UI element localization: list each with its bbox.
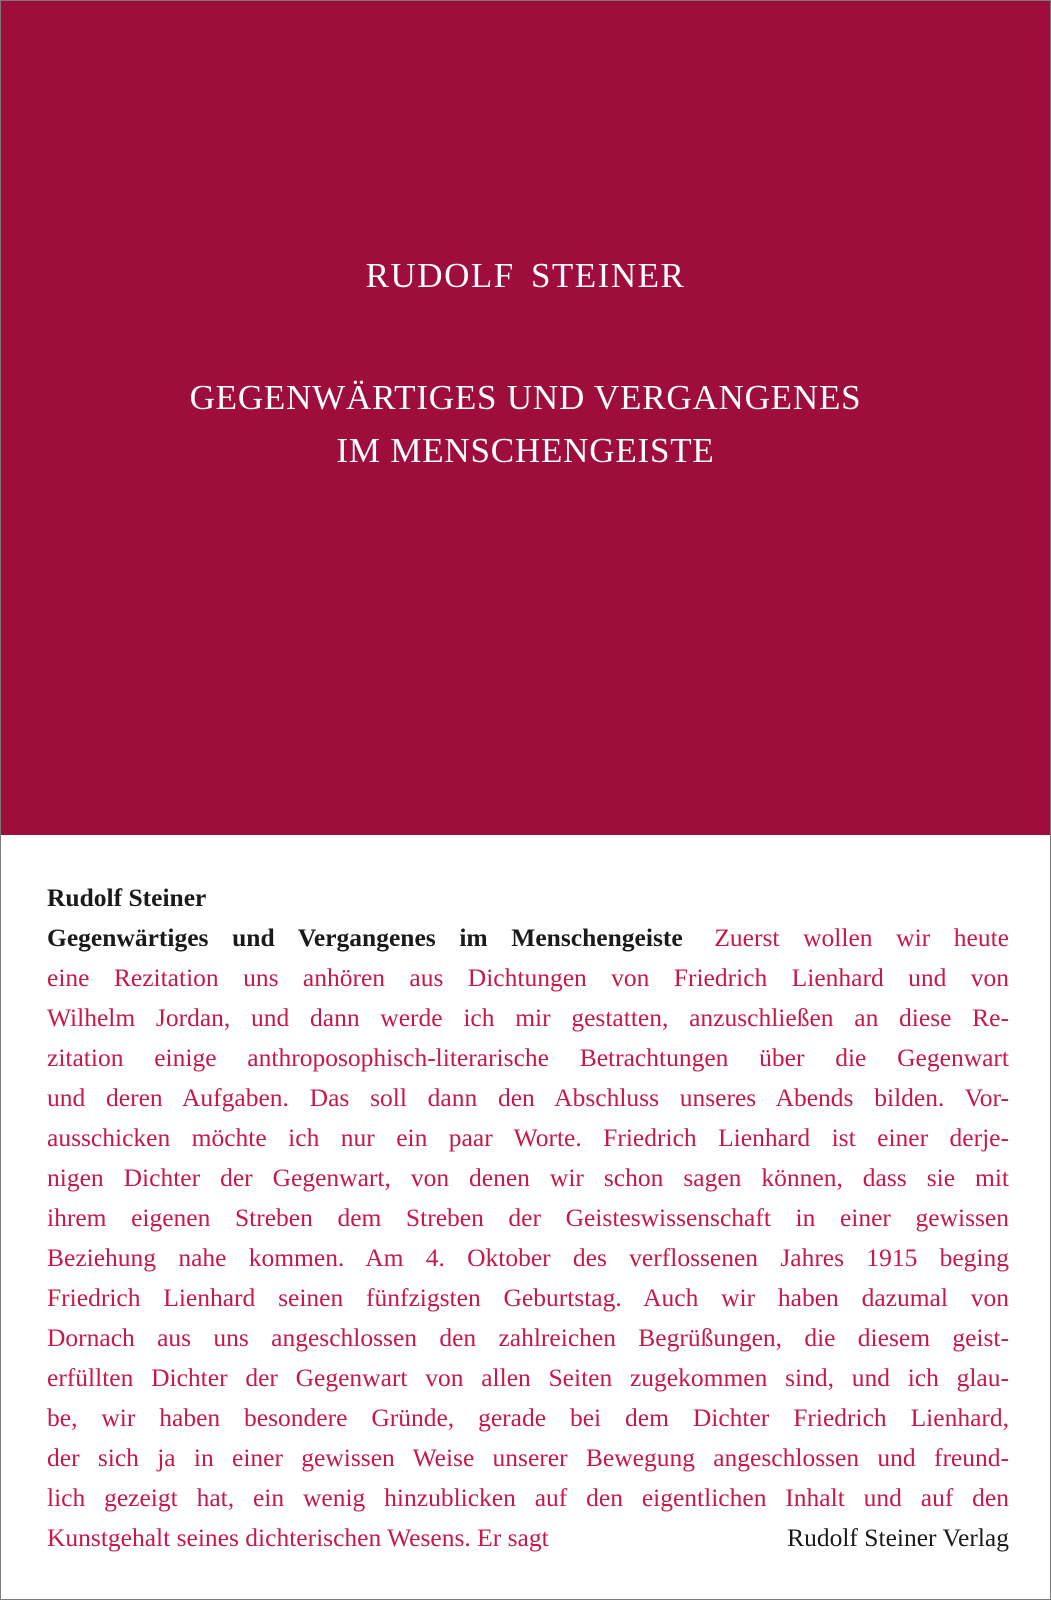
cover-author: RUDOLF STEINER: [365, 256, 686, 295]
cover-title-line: GEGENWÄRTIGES UND VERGANGENES: [189, 378, 862, 417]
back-text-block: [47, 878, 1009, 1558]
excerpt-line: Kunstgehalt seines dichterischen Wesens. Er sagt: [47, 1523, 549, 1552]
excerpt-line: Wilhelm Jordan, und dann werde ich mir gestatten, anzuschließen an diese Re-: [47, 1003, 1009, 1032]
excerpt-line: Beziehung nahe kommen. Am 4. Oktober des verflossenen Jahres 1915 beging: [47, 1243, 1009, 1272]
excerpt-line: Dornach aus uns angeschlossen den zahlreichen Begrüßungen, die diesem geist-: [47, 1323, 1009, 1352]
back-title-line: [47, 918, 1009, 958]
cover-title: [1, 371, 1050, 477]
last-row: [47, 1518, 1009, 1558]
back-title: Gegenwärtiges und Vergangenes im Menschengeiste: [47, 923, 683, 952]
excerpt-line: lich gezeigt hat, ein wenig hinzublicken auf den eigentlichen Inhalt und auf den: [47, 1483, 1009, 1512]
excerpt-line: be, wir haben besondere Gründe, gerade bei dem Dichter Friedrich Lienhard,: [47, 1403, 1009, 1432]
excerpt-line: zitation einige anthroposophisch-literarische Betrachtungen über die Gegenwart: [47, 1043, 1009, 1072]
excerpt-line: und deren Aufgaben. Das soll dann den Abschluss unseres Abends bilden. Vor-: [47, 1083, 1009, 1112]
excerpt-line: Friedrich Lienhard seinen fünfzigsten Geburtstag. Auch wir haben dazumal von: [47, 1283, 1009, 1312]
excerpt-line: ausschicken möchte ich nur ein paar Worte. Friedrich Lienhard ist einer derje-: [47, 1123, 1009, 1152]
excerpt-line: ihrem eigenen Streben dem Streben der Geisteswissenschaft in einer gewissen: [47, 1203, 1009, 1232]
publisher-name: Rudolf Steiner Verlag: [787, 1523, 1009, 1552]
back-author: Rudolf Steiner: [47, 883, 207, 912]
cover-title-line: IM MENSCHENGEISTE: [336, 431, 715, 470]
excerpt-line: der sich ja in einer gewissen Weise unserer Bewegung angeschlossen und freund-: [47, 1443, 1009, 1472]
excerpt-line: nigen Dichter der Gegenwart, von denen wir schon sagen können, dass sie mit: [47, 1163, 1009, 1192]
excerpt-line: eine Rezitation uns anhören aus Dichtungen von Friedrich Lienhard und von: [47, 963, 1009, 992]
excerpt-line: erfüllten Dichter der Gegenwart von allen Seiten zugekommen sind, und ich glau-: [47, 1363, 1009, 1392]
excerpt-line: Zuerst wollen wir heute: [714, 923, 1009, 952]
cover-color-band: [1, 1, 1050, 835]
